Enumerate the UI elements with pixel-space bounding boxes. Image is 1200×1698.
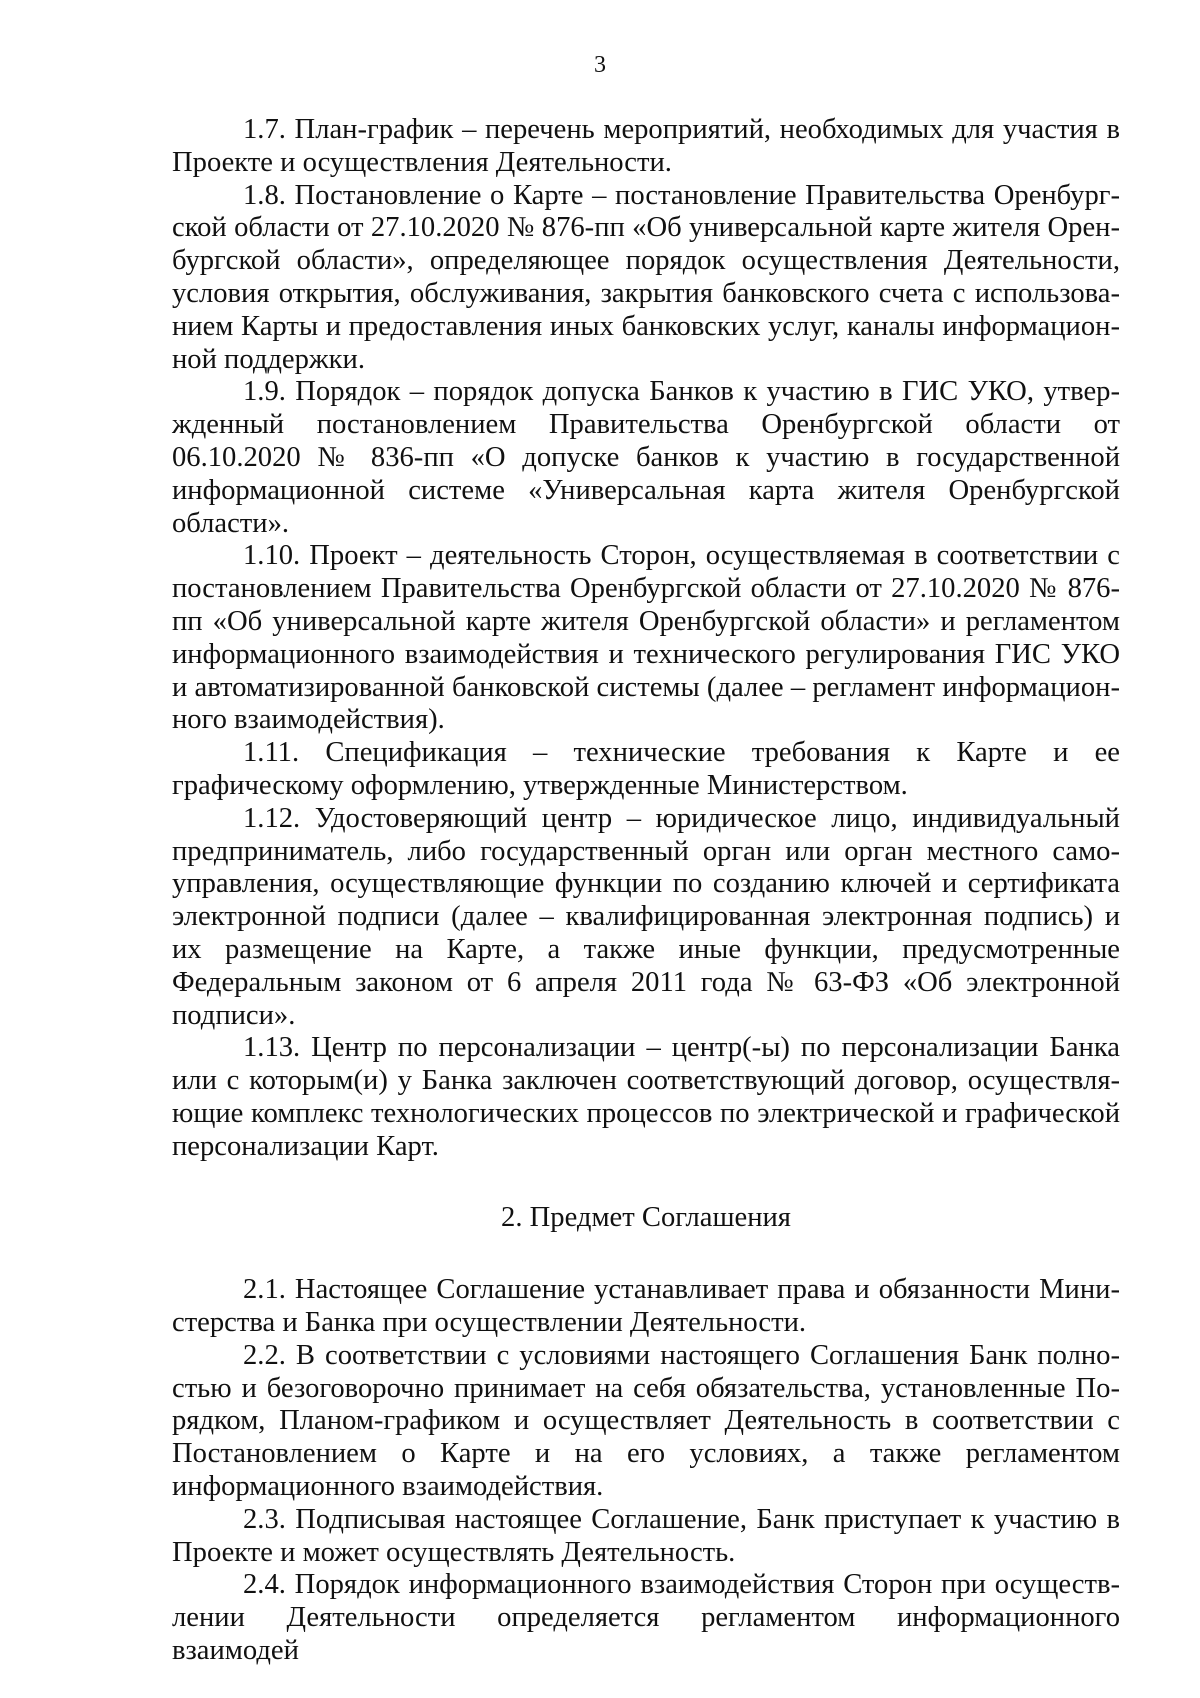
- paragraph-1-12: 1.12. Удостоверяющий центр – юридическое лицо, индивидуальный предприниматель, либо государственный орган или орган местного самоуправления, осуществляющие функции по созданию ключей и сертификата электронной подписи (далее – квалифицированная электронная подпись) и их размещение на Карте, а также иные функции, предусмотренные Федеральным законом от 6 апреля 2011 года № 63-ФЗ «Об электронной подписи».: [172, 802, 1120, 1031]
- paragraph-1-8: 1.8. Постановление о Карте – постановление Правительства Оренбургской области от 27.10.2020 № 876-пп «Об универсальной карте жителя Оренбургской области», определяющее порядок осуществления Деятельности, условия открытия, обслуживания, закрытия банковского счета с использованием Карты и предоставления иных банковских услуг, каналы информационной поддержки.: [172, 179, 1120, 375]
- paragraph-1-13: 1.13. Центр по персонализации – центр(-ы) по персонализации Банка или с которым(и) у Банка заключен соответствующий договор, осуществляющие комплекс технологических процессов по электрической и графической персонализации Карт.: [172, 1032, 1120, 1162]
- paragraph-2-3: 2.3. Подписывая настоящее Соглашение, Банк приступает к участию в Проекте и может осуществлять Деятельность.: [172, 1503, 1120, 1568]
- section-title: 2. Предмет Соглашения: [501, 1201, 791, 1233]
- paragraph-2-1: 2.1. Настоящее Соглашение устанавливает права и обязанности Министерства и Банка при осуществлении Деятельности.: [172, 1274, 1120, 1339]
- page-number: 3: [594, 52, 606, 78]
- paragraph-1-9: 1.9. Порядок – порядок допуска Банков к участию в ГИС УКО, утвержденный постановлением Правительства Оренбургской области от 06.10.2020 № 836-пп «О допуске банков к участию в государственной информационной системе «Универсальная карта жителя Оренбургской области».: [172, 376, 1120, 539]
- paragraph-1-7: 1.7. План-график – перечень мероприятий, необходимых для участия в Проекте и осуществления Деятельности.: [172, 114, 1120, 178]
- paragraph-1-11: 1.11. Спецификация – технические требования к Карте и ее графическому оформлению, утвержденные Министерством.: [172, 737, 1120, 801]
- paragraph-1-10: 1.10. Проект – деятельность Сторон, осуществляемая в соответствии с постановлением Правительства Оренбургской области от 27.10.2020 № 876-пп «Об универсальной карте жителя Оренбургской области» и регламентом информационного взаимодействия и технического регулирования ГИС УКО и автоматизированной банковской системы (далее – регламент информационного взаимодействия).: [172, 540, 1120, 736]
- paragraph-2-4: 2.4. Порядок информационного взаимодействия Сторон при осуществлении Деятельности определяется регламентом информационного взаимодей: [172, 1569, 1120, 1667]
- document-body: [172, 114, 1120, 1668]
- paragraph-2-2: 2.2. В соответствии с условиями настоящего Соглашения Банк полностью и безоговорочно принимает на себя обязательства, установленные Порядком, Планом-графиком и осуществляет Деятельность в соответствии с Постановлением о Карте и на его условиях, а также регламентом информационного взаимодействия.: [172, 1339, 1120, 1503]
